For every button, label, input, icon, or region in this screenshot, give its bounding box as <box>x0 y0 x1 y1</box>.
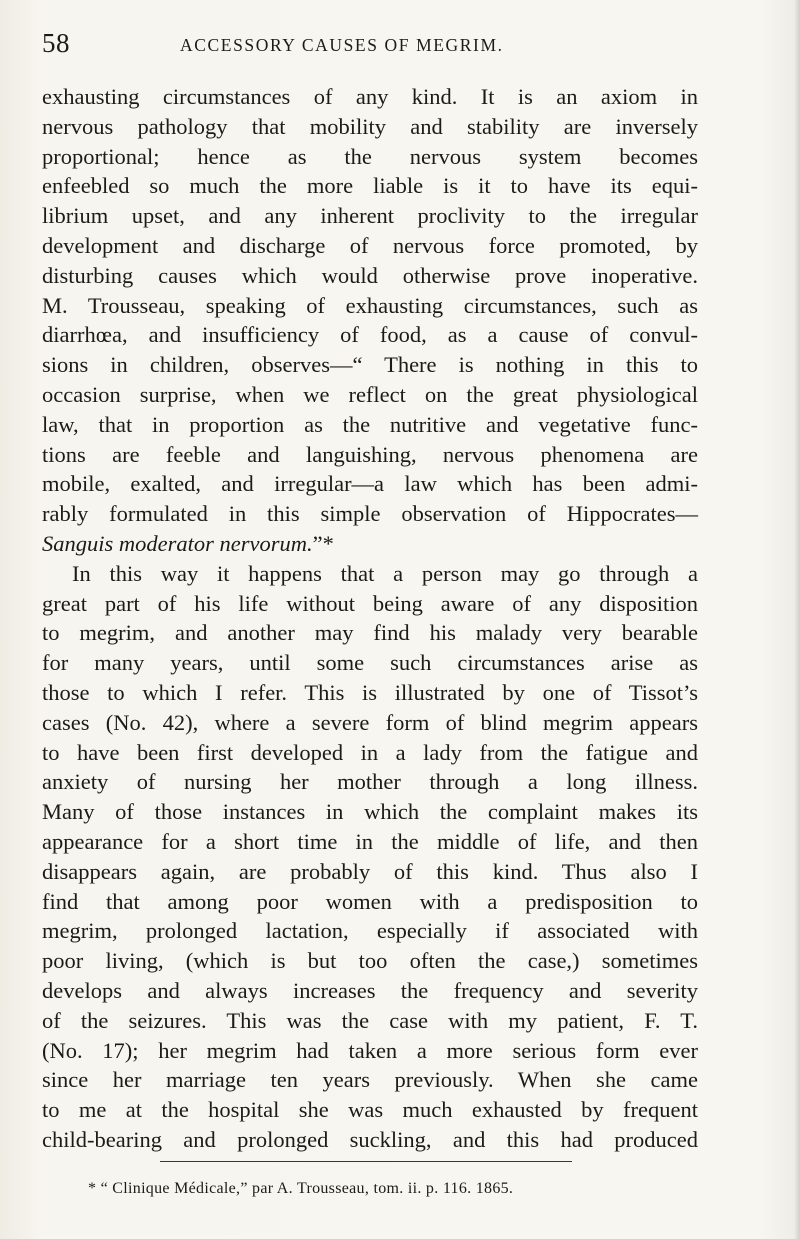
text-line: for many years, until some such circumstances arise as <box>42 650 698 676</box>
text-line: mobile, exalted, and irregular—a law which has been admi- <box>42 471 698 497</box>
text-line: sions in children, observes—“ There is nothing in this to <box>42 352 698 378</box>
footnote: * “ Clinique Médicale,” par A. Trousseau, tom. ii. p. 116. 1865. <box>88 1180 514 1197</box>
text-line: those to which I refer. This is illustrated by one of Tissot’s <box>42 679 698 705</box>
text-line: appearance for a short time in the middle of life, and then <box>42 828 698 854</box>
text-line: Many of those instances in which the complaint makes its <box>42 799 698 825</box>
text-line-quote-end <box>42 529 698 559</box>
text-line: In this way it happens that a person may go through a <box>72 560 698 586</box>
text-line: (No. 17); her megrim had taken a more serious form ever <box>42 1037 698 1063</box>
footnote-divider <box>160 1161 572 1162</box>
text-line: to have been first developed in a lady from the fatigue and <box>42 739 698 765</box>
page-edge-shadow <box>794 0 800 1239</box>
text-line: exhausting circumstances of any kind. It is an axiom in <box>42 84 698 109</box>
text-line: rably formulated in this simple observation of Hippocrates— <box>42 501 698 527</box>
text-line: M. Trousseau, speaking of exhausting circumstances, such as <box>42 292 698 318</box>
text-line: occasion surprise, when we reflect on the great physiological <box>42 381 698 407</box>
text-line: to megrim, and another may find his malady very bearable <box>42 620 698 646</box>
page-number: 58 <box>42 28 70 58</box>
text-line: to me at the hospital she was much exhausted by frequent <box>42 1097 698 1123</box>
text-line: great part of his life without being aware of any disposition <box>42 590 698 616</box>
text-line: development and discharge of nervous force promoted, by <box>42 232 698 258</box>
text-line: cases (No. 42), where a severe form of blind megrim appears <box>42 709 698 735</box>
text-line: find that among poor women with a predisposition to <box>42 888 698 914</box>
text-line: law, that in proportion as the nutritive and vegetative func- <box>42 411 698 437</box>
text-line: librium upset, and any inherent proclivity to the irregular <box>42 203 698 229</box>
running-head: ACCESSORY CAUSES OF MEGRIM. <box>180 35 504 55</box>
text-line: of the seizures. This was the case with my patient, F. T. <box>42 1007 698 1033</box>
text-line: disappears again, are probably of this kind. Thus also I <box>42 858 698 884</box>
text-line: develops and always increases the frequency and severity <box>42 977 698 1003</box>
footnote-marker: ”* <box>312 530 334 556</box>
text-line: tions are feeble and languishing, nervous phenomena are <box>42 441 698 467</box>
body-text <box>42 82 698 1155</box>
text-line: megrim, prolonged lactation, especially if associated with <box>42 918 698 944</box>
text-line: poor living, (which is but too often the case,) sometimes <box>42 948 698 974</box>
latin-quote: Sanguis moderator nervorum. <box>42 530 313 556</box>
text-line: anxiety of nursing her mother through a long illness. <box>42 769 698 795</box>
text-line: diarrhœa, and insufficiency of food, as a cause of convul- <box>42 322 698 348</box>
text-line: proportional; hence as the nervous system becomes <box>42 143 698 169</box>
text-line: since her marriage ten years previously. When she came <box>42 1067 698 1093</box>
text-line: nervous pathology that mobility and stability are inversely <box>42 113 698 139</box>
text-line: enfeebled so much the more liable is it to have its equi- <box>42 173 698 199</box>
text-line: disturbing causes which would otherwise prove inoperative. <box>42 262 698 288</box>
page-header <box>42 28 698 68</box>
text-line: child-bearing and prolonged suckling, and this had produced <box>42 1126 698 1152</box>
